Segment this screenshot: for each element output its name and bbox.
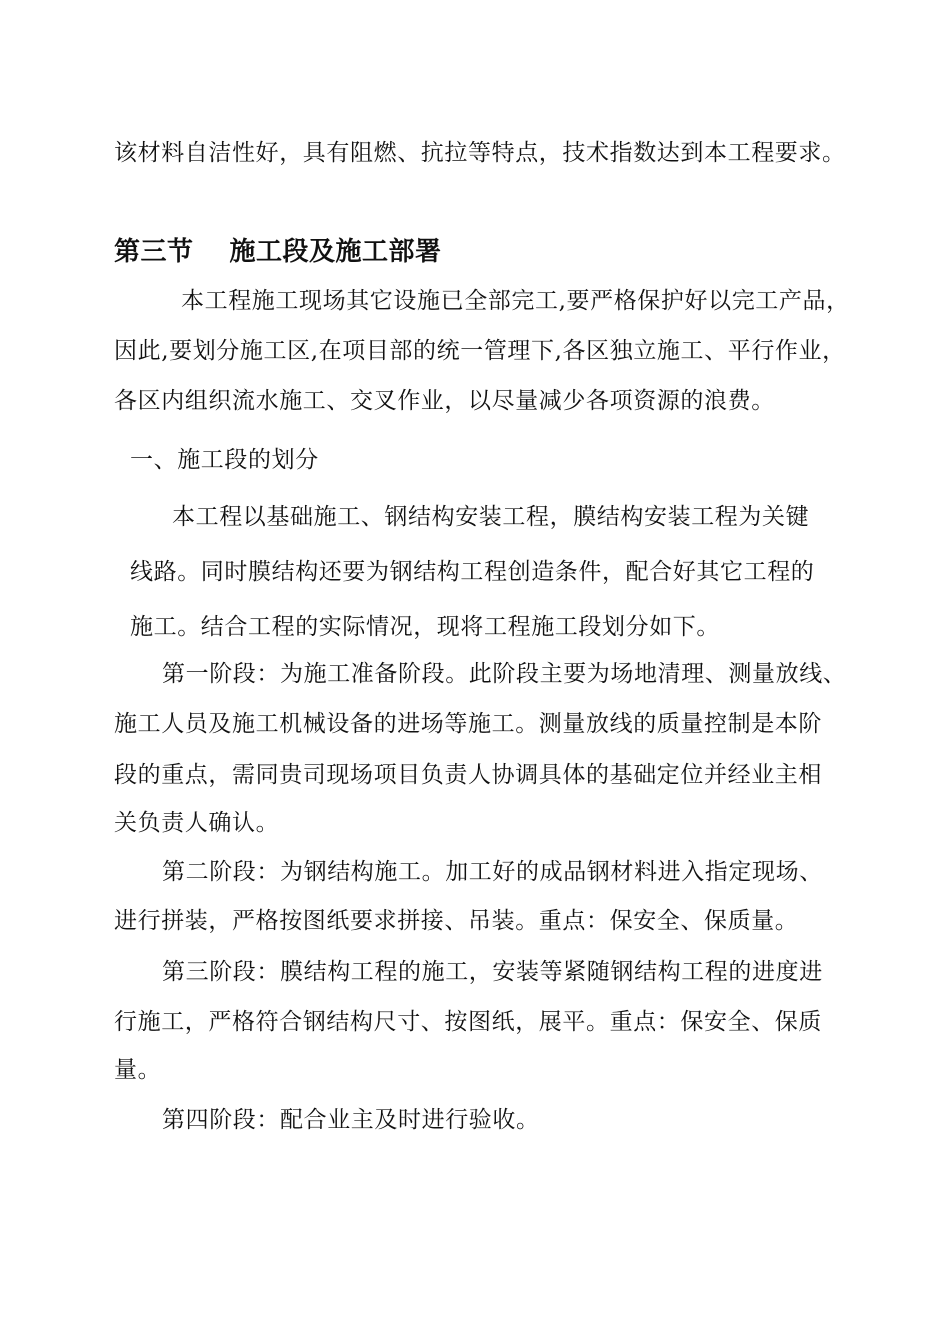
paragraph-line: 本工程施工现场其它设施已全部完工,要严格保护好以完工产品，	[181, 288, 850, 314]
subheading: 一、施工段的划分	[130, 447, 319, 473]
stage-paragraph-line: 第一阶段：为施工准备阶段。此阶段主要为场地清理、测量放线、	[162, 661, 847, 687]
stage-paragraph-line: 行施工，严格符合钢结构尺寸、按图纸，展平。重点：保安全、保质	[114, 1009, 822, 1035]
stage-paragraph-line: 量。	[114, 1057, 162, 1083]
stage-paragraph-line: 关负责人确认。	[114, 810, 280, 836]
paragraph-line: 线路。同时膜结构还要为钢结构工程创造条件，配合好其它工程的	[130, 559, 815, 585]
stage-paragraph-line: 施工人员及施工机械设备的进场等施工。测量放线的质量控制是本阶	[114, 711, 822, 737]
paragraph-line: 因此,要划分施工区,在项目部的统一管理下,各区独立施工、平行作业，	[114, 338, 846, 364]
stage-paragraph-line: 进行拼装，严格按图纸要求拼接、吊装。重点：保安全、保质量。	[114, 908, 799, 934]
paragraph-line: 施工。结合工程的实际情况，现将工程施工段划分如下。	[130, 614, 720, 640]
stage-paragraph-line: 第四阶段：配合业主及时进行验收。	[162, 1107, 540, 1133]
paragraph-line: 本工程以基础施工、钢结构安装工程，膜结构安装工程为关键	[172, 504, 810, 530]
stage-paragraph-line: 第三阶段：膜结构工程的施工，安装等紧随钢结构工程的进度进	[162, 959, 823, 985]
intro-text-line: 该材料自洁性好，具有阻燃、抗拉等特点，技术指数达到本工程要求。	[114, 140, 846, 166]
stage-paragraph-line: 段的重点，需同贵司现场项目负责人协调具体的基础定位并经业主相	[114, 762, 822, 788]
stage-paragraph-line: 第二阶段：为钢结构施工。加工好的成品钢材料进入指定现场、	[162, 859, 823, 885]
paragraph-line: 各区内组织流水施工、交叉作业，以尽量减少各项资源的浪费。	[114, 388, 775, 414]
section-title: 第三节 施工段及施工部署	[114, 237, 442, 267]
